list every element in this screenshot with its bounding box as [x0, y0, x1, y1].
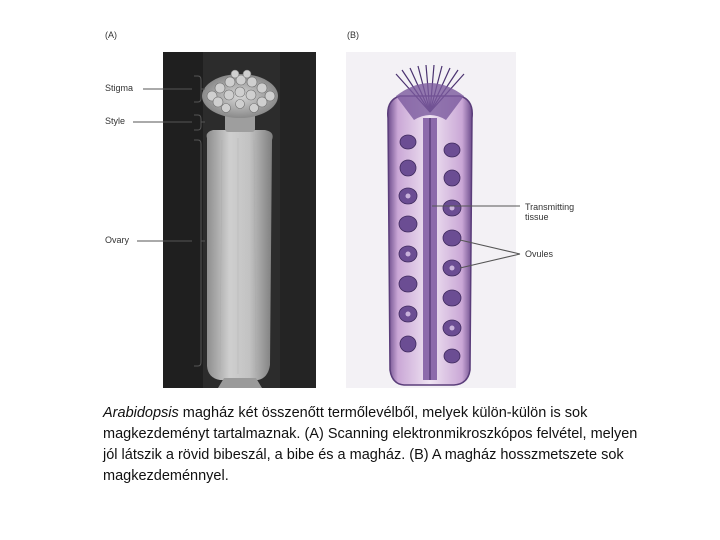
label-transmitting-tissue — [525, 202, 574, 223]
sem-ovary — [207, 130, 273, 380]
label-style: Style — [105, 116, 126, 126]
caption-species: Arabidopsis — [103, 405, 179, 421]
panel-a-label: (A) — [105, 30, 117, 40]
figure-caption — [103, 403, 643, 487]
label-transmitting-tissue-line2: tissue — [525, 212, 549, 223]
label-transmitting-tissue-line1: Transmitting — [525, 202, 575, 212]
label-stigma: Stigma — [105, 83, 134, 93]
label-ovules: Ovules — [525, 249, 554, 259]
caption-text: magház két összenőtt termőlevélből, melyek külön-külön is sok magkezdeményt tartalmaznak. (A) Scanning elektronmikroszkópos felvétel, melyen jól látszik a rövid bibeszál, a bibe és a magház. (B) A magház hosszmetszete sok magkezdeménnyel. — [103, 405, 638, 484]
panel-b-label: (B) — [347, 30, 359, 40]
sem-image — [163, 52, 316, 388]
label-ovary: Ovary — [105, 235, 130, 245]
section-image — [346, 52, 516, 388]
